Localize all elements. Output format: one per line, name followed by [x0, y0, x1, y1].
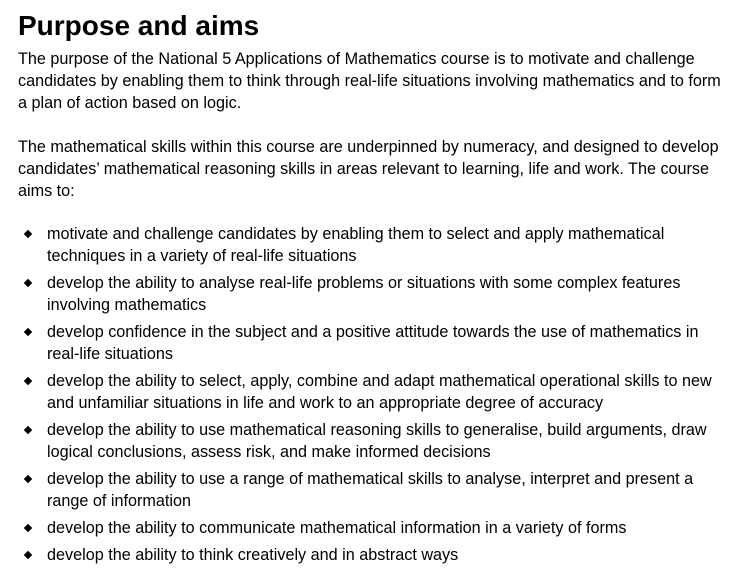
aim-text: develop the ability to use mathematical reasoning skills to generalise, build arguments, draw logical conclusions, assess risk, and make informed decisions	[47, 421, 707, 461]
purpose-paragraph: The purpose of the National 5 Applications of Mathematics course is to motivate and challenge candidates by enabling them to think through real-life situations involving mathematics and to form a plan of action based on logic.	[18, 50, 721, 112]
aim-text: motivate and challenge candidates by enabling them to select and apply mathematical techniques in a variety of real-life situations	[47, 225, 665, 265]
aim-text: develop confidence in the subject and a positive attitude towards the use of mathematics in real-life situations	[47, 323, 699, 363]
diamond-bullet-icon	[24, 328, 32, 336]
aim-item	[18, 272, 733, 316]
diamond-bullet-icon	[24, 279, 32, 287]
aim-text: develop the ability to use a range of mathematical skills to analyse, interpret and present a range of information	[47, 470, 694, 510]
diamond-bullet-icon	[24, 475, 32, 483]
aims-list	[18, 223, 733, 566]
aim-item	[18, 517, 733, 539]
aim-item	[18, 321, 733, 365]
diamond-bullet-icon	[24, 230, 32, 238]
aim-item	[18, 468, 733, 512]
aim-text: develop the ability to communicate mathematical information in a variety of forms	[47, 519, 627, 537]
diamond-bullet-icon	[24, 551, 32, 559]
section-heading: Purpose and aims	[18, 10, 260, 41]
document-page	[18, 8, 733, 571]
aim-item	[18, 370, 733, 414]
aim-text: develop the ability to analyse real-life problems or situations with some complex features involving mathematics	[47, 274, 681, 314]
aim-item	[18, 419, 733, 463]
aim-text: develop the ability to think creatively and in abstract ways	[47, 546, 459, 564]
diamond-bullet-icon	[24, 426, 32, 434]
skills-paragraph: The mathematical skills within this course are underpinned by numeracy, and designed to develop candidates’ mathematical reasoning skills in areas relevant to learning, life and work. The course aims to:	[18, 138, 719, 200]
diamond-bullet-icon	[24, 524, 32, 532]
aim-item	[18, 544, 733, 566]
aim-text: develop the ability to select, apply, combine and adapt mathematical operational skills to new and unfamiliar situations in life and work to an appropriate degree of accuracy	[47, 372, 712, 412]
aim-item	[18, 223, 733, 267]
diamond-bullet-icon	[24, 377, 32, 385]
